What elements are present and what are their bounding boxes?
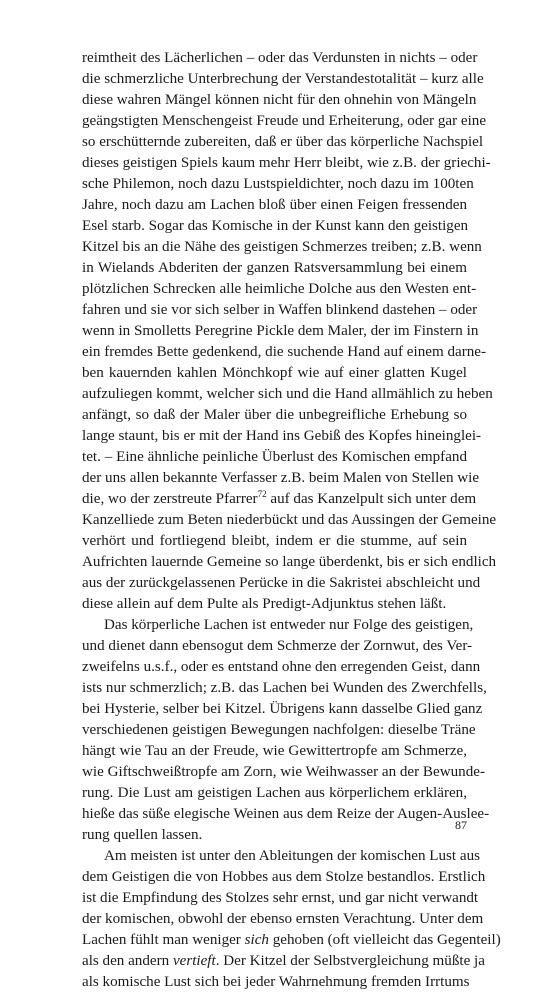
text-line: ists nur schmerzlich; z.B. das Lachen bei Wunden des Zwerchfells,	[82, 680, 487, 696]
text-line: Kitzel bis an die Nähe des geistigen Schmerzes treiben; z.B. wenn	[82, 239, 482, 255]
text-line: aus der zurückgelassenen Perücke in die Sakristei abschleicht und	[82, 575, 481, 591]
text-line: tet. – Eine ähnliche peinliche Überlust des Komischen empfand	[82, 449, 467, 465]
text-line: anfängt, so daß der Maler über die unbegreifliche Erhebung so	[82, 407, 467, 423]
text-line: verhört und fortliegend bleibt, indem er die stumme, auf sein	[82, 533, 467, 549]
emphasis-text: vertieft	[172, 953, 216, 969]
text-line: dem Geistigen die von Hobbes aus dem Stolze bestandlos. Erstlich	[82, 869, 486, 885]
text-line: dieses geistigen Spiels kaum mehr Herr bleibt, wie z.B. der griechi-	[82, 155, 491, 171]
text-line-with-emphasis	[82, 930, 501, 951]
page-number: 87	[455, 818, 467, 832]
text-line: wenn in Smolletts Peregrine Pickle dem Maler, der im Finstern in	[82, 323, 479, 339]
text-line: die schmerzliche Unterbrechung der Verstandestotalität – kurz alle	[82, 71, 484, 87]
text-fragment: die, wo der zerstreute Pfarrer	[82, 491, 258, 507]
text-line: sche Philemon, noch dazu Lustspieldichter, noch dazu im 100ten	[82, 176, 474, 192]
text-line: fahren und sie vor sich selber in Waffen blinkend dastehen – oder	[82, 302, 478, 318]
paragraph-start-line: Am meisten ist unter den Ableitungen der komischen Lust aus	[104, 848, 481, 864]
text-line: der uns allen bekannte Verfasser z.B. beim Malen von Stellen wie	[82, 470, 480, 486]
text-line: wie Giftschweißtropfe am Zorn, wie Weihwasser an der Bewunde-	[82, 764, 485, 780]
text-line: geängstigten Menschengeist Freude und Erheiterung, oder gar eine	[82, 113, 487, 129]
text-line: aufzuliegen kommt, welcher sich und die Hand allmählich zu heben	[82, 386, 493, 402]
text-fragment: auf das Kanzelpult sich unter dem	[266, 491, 477, 507]
text-line: ein fremdes Bette gedenkend, die suchende Hand auf einem darne-	[82, 344, 487, 360]
text-line: hängt wie Tau an der Freude, wie Gewittertropfe am Schmerze,	[82, 743, 467, 759]
emphasis-text: sich	[244, 932, 269, 948]
text-line: Kanzelliede zum Beten niederbückt und das Aussingen der Gemeine	[82, 512, 497, 528]
text-line: verschiedenen geistigen Bewegungen nachfolgen: dieselbe Träne	[82, 722, 476, 738]
body-text	[82, 48, 501, 993]
paragraph-end-line: diese allein auf dem Pulte als Predigt-Adjunktus stehen läßt.	[82, 596, 447, 612]
text-line-with-emphasis	[82, 951, 485, 972]
text-line: und dienet dann ebensogut dem Schmerze der Zornwut, des Ver-	[82, 638, 473, 654]
text-line: bei Hysterie, selber bei Kitzel. Übrigens kann dasselbe Glied ganz	[82, 701, 483, 717]
footnote-marker[interactable]: 72	[257, 489, 267, 499]
text-fragment: Lachen fühlt man weniger	[82, 932, 245, 948]
text-line: diese wahren Mängel können nicht für den ohnehin von Mängeln	[82, 92, 477, 108]
text-line: ben kauernden kahlen Mönchkopf wie auf einer glatten Kugel	[82, 365, 467, 381]
text-line: lange staunt, bis er mit der Hand ins Gebiß des Kopfes hineinglei-	[82, 428, 482, 444]
text-line: als komische Lust sich bei jeder Wahrnehmung fremden Irrtums	[82, 974, 470, 990]
text-fragment: gehoben (oft vielleicht das Gegenteil)	[268, 932, 501, 948]
text-line: plötzlichen Schrecken alle heimliche Dolche aus den Westen ent-	[82, 281, 477, 297]
text-line: rung. Die Lust am geistigen Lachen aus körperlichem erklären,	[82, 785, 467, 801]
text-line: der komischen, obwohl der ebenso ernsten Verachtung. Unter dem	[82, 911, 484, 927]
paragraph-start-line: Das körperliche Lachen ist entweder nur Folge des geistigen,	[104, 617, 474, 633]
text-line: reimtheit des Lächerlichen – oder das Verdunsten in nichts – oder	[82, 50, 478, 66]
text-line: Esel starb. Sogar das Komische in der Kunst kann den geistigen	[82, 218, 469, 234]
text-line: zweifelns u.s.f., oder es entstand ohne den erregenden Geist, dann	[82, 659, 481, 675]
text-line: in Wielands Abderiten der ganzen Ratsversammlung bei einem	[82, 260, 467, 276]
text-line: Jahre, noch dazu am Lachen bloß über einen Feigen fressenden	[82, 197, 467, 213]
text-fragment: . Der Kitzel der Selbstvergleichung müßte ja	[215, 953, 485, 969]
text-fragment: als den andern	[82, 953, 173, 969]
paragraph-end-line: rung quellen lassen.	[82, 827, 203, 843]
text-line: Aufrichten lauernde Gemeine so lange überdenkt, bis er sich endlich	[82, 554, 497, 570]
text-line: hieße das süße elegische Weinen aus dem Reize der Augen-Auslee-	[82, 806, 490, 822]
text-line-with-footnote	[82, 489, 477, 510]
text-line: ist die Empfindung des Stolzes sehr ernst, und gar nicht verwandt	[82, 890, 479, 906]
text-line: so erschütternde zubereiten, daß er über das körperliche Nachspiel	[82, 134, 484, 150]
